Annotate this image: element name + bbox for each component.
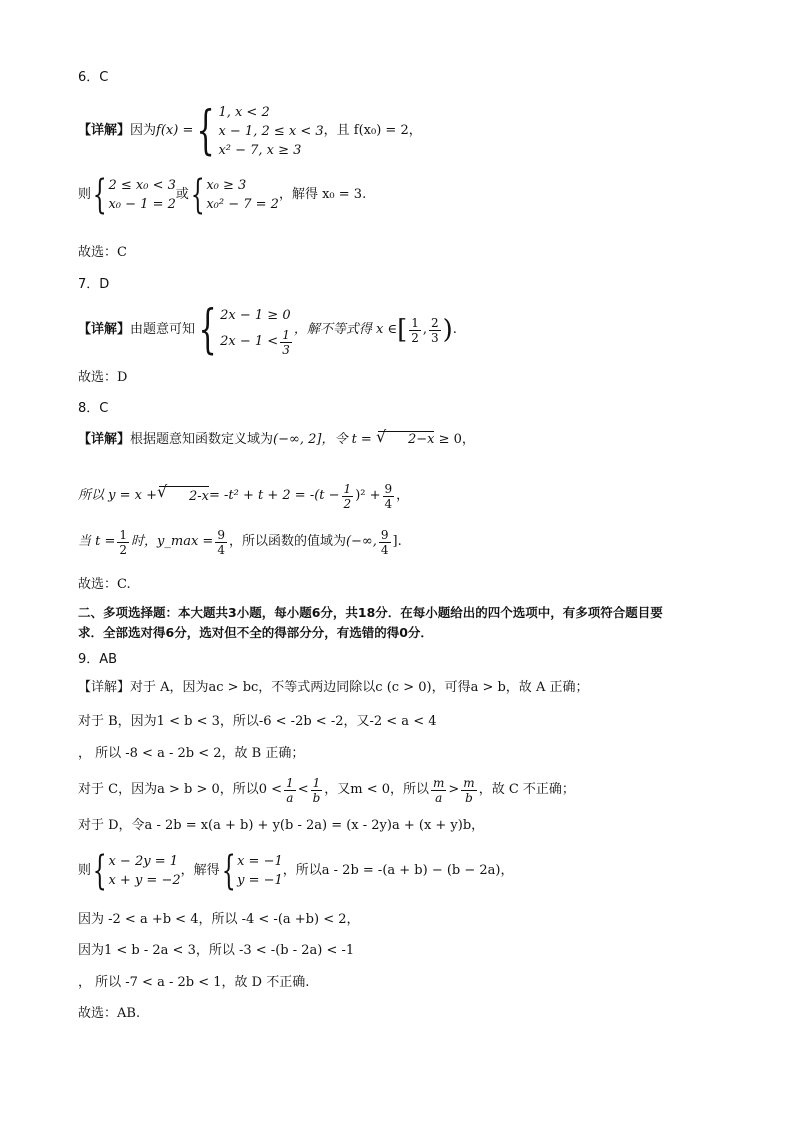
q9-answer: 9．AB [78,652,118,667]
fraction-m-over-a: $\frac{m}{a}$ [433,775,445,805]
case-3: x² − 7, x ≥ 3 [218,142,302,158]
q7-conclusion: 故选：D [78,370,128,385]
system-b: { x₀ ≥ 3 x₀² − 7 = 2 [190,172,279,218]
sys-a-2: x₀ − 1 = 2 [108,197,176,212]
q6-solve-line [78,172,366,218]
q7-system: { 2x − 1 ≥ 0 2x − 1 < $\frac{1}{3}$ [195,304,294,357]
detail-label: 【详解】 [78,432,131,447]
fraction-one-third: $\frac{1}{3}$ [282,327,290,357]
q7-detail-line: 【详解】 由题意可知 { 2x − 1 ≥ 0 2x − 1 < $\frac{1}{3}$ ，解不等式得 x ∈ [ $\frac{1}{2}$ , $\frac{2}{3}$ ) . [78,300,457,360]
q6-answer: 6．C [78,70,109,85]
sys-a-1: 2 ≤ x₀ < 3 [108,178,176,193]
sys-b-2: x₀² − 7 = 2 [206,197,279,212]
piecewise-function: { 1, x < 2 x − 1, 2 ≤ x < 3 x² − 7, x ≥ 3 [196,101,324,161]
q7-solution: ，解不等式得 x ∈ [293,322,398,337]
q6-conclusion: 故选：C [78,245,127,260]
interval-left: $\frac{1}{2}$ [411,315,419,345]
sys-b-1: x₀ ≥ 3 [206,178,247,193]
section-heading-line-2: 求．全部选对得6分，选对但不全的得部分分，有选错的得0分． [78,625,433,640]
q9-line-d-range-1: 因为 -2 < a +b < 4，所以 -4 < -(a +b) < 2， [78,912,360,927]
q9-conclusion: 故选：AB. [78,1006,141,1021]
q7-case-1: 2x − 1 ≥ 0 [220,307,291,323]
section-heading-line-1: 二、多项选择题：本大题共3小题，每小题6分，共18分．在每小题给出的四个选项中，有多项符合题目要 [78,605,663,620]
q6-result: ，解得 x₀ = 3. [278,187,367,202]
function-f: f(x) = [156,123,194,138]
sqrt-expression: √ 2−x [378,431,435,447]
q6-condition: ，且 f(x₀) = 2， [323,123,422,138]
q6-detail-line [78,100,422,162]
case-2: x − 1, 2 ≤ x < 3 [218,123,324,139]
fraction-half: $\frac{1}{2}$ [119,527,128,557]
fraction-half: $\frac{1}{2}$ [343,481,352,511]
sqrt-expression: √ 2-x [159,486,209,507]
system-solution: { x = −1 y = −1 [221,848,283,894]
q8-conclusion: 故选：C. [78,577,131,592]
q9-line-a: 【详解】对于 A，因为ac > bc，不等式两边同除以c (c > 0)，可得a > b，故 A 正确； [78,680,589,695]
system-a: { 2 ≤ x₀ < 3 x₀ − 1 = 2 [92,172,176,218]
system-xy: { x − 2y = 1 x + y = −2 [92,848,181,894]
or-text: 或 [175,187,189,202]
q6-text: 因为 [130,123,157,138]
q7-case-2: 2x − 1 < [220,334,279,349]
q9-line-d-range-3: ， 所以 -7 < a - 2b < 1，故 D 不正确. [78,975,310,990]
range: (−∞, [345,534,377,549]
fraction-m-over-b: $\frac{m}{b}$ [463,775,475,805]
q8-line-2: 所以 y = x + √ 2-x = -t² + t + 2 = -(t − $\frac{1}{2}$ )² + $\frac{9}{4}$ ， [78,478,409,514]
fraction-nine-quarter: $\frac{9}{4}$ [380,527,389,557]
q8-line-3: 当 t = $\frac{1}{2}$ 时，y_max = $\frac{9}{4}$ ，所以函数的值域为 (−∞, $\frac{9}{4}$ ]. [78,527,402,557]
fraction-nine-quarter: $\frac{9}{4}$ [384,481,393,511]
q7-answer: 7．D [78,277,110,292]
q9-line-d-range-2: 因为1 < b - 2a < 3，所以 -3 < -(b - 2a) < -1 [78,943,355,958]
q6-then: 则 [78,187,92,202]
domain: (−∞, 2] [273,432,322,447]
case-1: 1, x < 2 [218,104,270,120]
fraction-nine-quarter: $\frac{9}{4}$ [217,527,225,557]
fraction-1-over-b: $\frac{1}{b}$ [312,775,321,805]
interval-right: $\frac{2}{3}$ [431,315,439,345]
detail-label: 【详解】 [78,123,131,138]
q8-answer: 8．C [78,401,109,416]
q9-line-b2: ， 所以 -8 < a - 2b < 2，故 B 正确； [78,746,305,761]
detail-label: 【详解】 [78,322,131,337]
q8-line-1: 【详解】根据题意知函数定义域为(−∞, 2]，令 t = √ 2−x ≥ 0， [78,430,475,450]
q9-line-d-system: 则 { x − 2y = 1 x + y = −2 ，解得 { x = −1 y = −1 ，所以a - 2b = -(a + b) − (b − 2a)， [78,848,514,894]
q7-text: 由题意可知 [130,322,196,337]
q9-line-c: 对于 C，因为a > b > 0，所以0 < $\frac{1}{a}$ < $\frac{1}{b}$ ，又m < 0，所以 $\frac{m}{a}$ > $\frac{m}{b}$ ，故 C 不正确； [78,775,575,805]
q9-line-b: 对于 B，因为1 < b < 3，所以-6 < -2b < -2，又-2 < a < 4 [78,714,437,729]
fraction-1-over-a: $\frac{1}{a}$ [286,775,294,805]
q9-line-d: 对于 D，令a - 2b = x(a + b) + y(b - 2a) = (x - 2y)a + (x + y)b， [78,818,485,833]
